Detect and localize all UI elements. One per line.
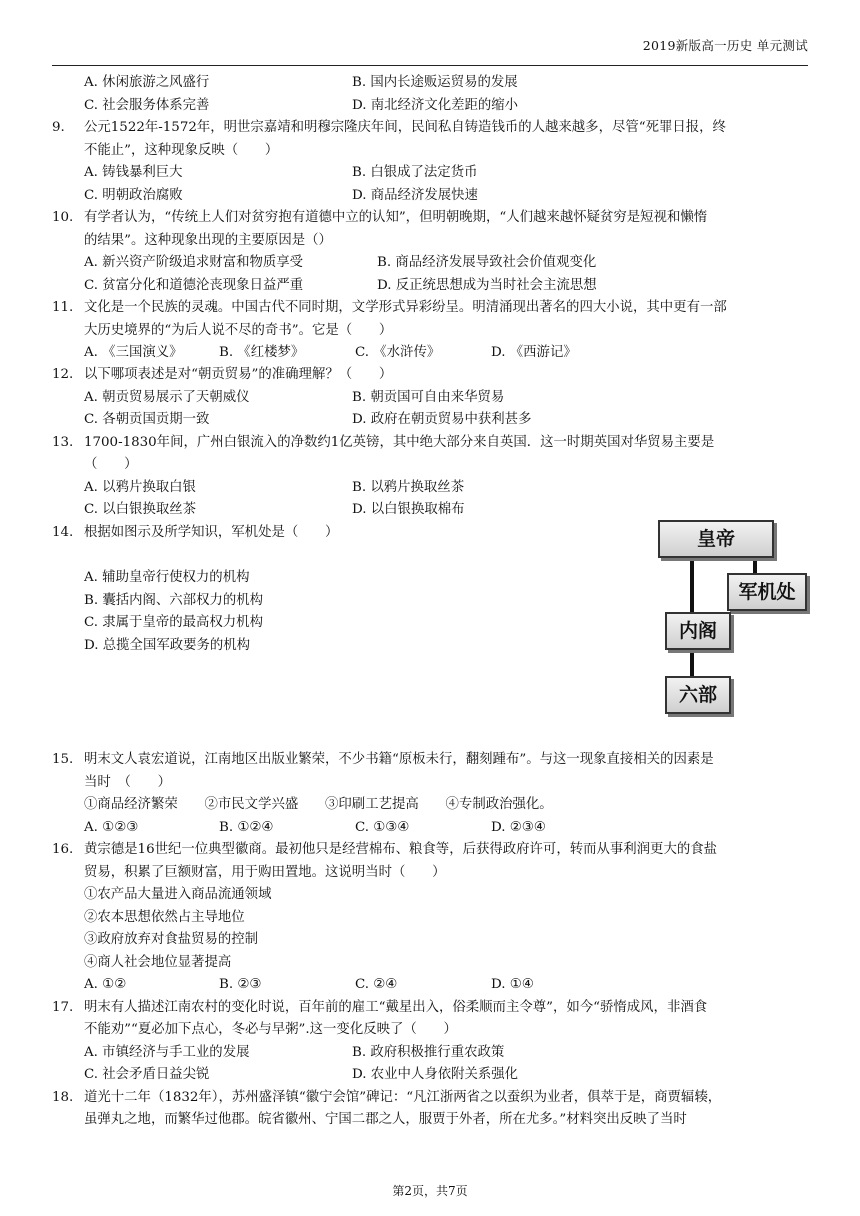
page-footer: 第2页，共7页: [392, 1184, 468, 1198]
question-text: 当时 （ ）: [84, 775, 172, 790]
option-c: C. 明朝政治腐败: [84, 188, 183, 203]
option-c: C. 社会矛盾日益尖锐: [84, 1067, 210, 1082]
question-number: 12.: [52, 367, 74, 382]
option-d: D. 总揽全国军政要务的机构: [84, 638, 251, 653]
question-text: 不能止”，这种现象反映（ ）: [84, 143, 279, 158]
option-d: D. 反正统思想成为当时社会主流思想: [377, 278, 597, 293]
option-b: B. 商品经济发展导致社会价值观变化: [377, 255, 597, 270]
question-text: 有学者认为，“传统上人们对贫穷抱有道德中立的认知”，但明朝晚期，“人们越来越怀疑贫穷是短视和懒惰: [84, 210, 708, 225]
option-b: B. ②③: [219, 977, 262, 992]
option-d: D. 政府在朝贡贸易中获利甚多: [352, 412, 532, 427]
option-b: B. 朝贡国可自由来华贸易: [352, 390, 505, 405]
page-header: 2019新版高一历史 单元测试: [642, 38, 808, 53]
option-b: B. 白银成了法定货币: [352, 165, 478, 180]
question-text: 黄宗德是16世纪一位典型徽商。最初他只是经营棉布、粮食等，后获得政府许可，转而从事利润更大的食盐: [84, 842, 718, 857]
option-c: C. 隶属于皇帝的最高权力机构: [84, 615, 263, 630]
option-a: A. 休闲旅游之风盛行: [84, 75, 210, 90]
question-text: 虽弹丸之地，而繁华过他郡。皖省徽州、宁国二郡之人，服贾于外者，所在尤多。”材料突出反映了当时: [84, 1112, 687, 1127]
option-a: A. 朝贡贸易展示了天朝威仪: [84, 390, 250, 405]
question-text: 根据如图示及所学知识，军机处是（ ）: [84, 525, 339, 540]
option-d: D. 农业中人身依附关系强化: [352, 1067, 519, 1082]
diagram-box-neige: 内阁: [665, 612, 731, 650]
option-c: C. ①③④: [355, 820, 410, 835]
option-d: D. 以白银换取棉布: [352, 502, 465, 517]
option-c: C. 《水浒传》: [355, 345, 441, 360]
question-text: 贸易，积累了巨额财富，用于购田置地。这说明当时（ ）: [84, 865, 446, 880]
option-a: A. ①②: [84, 977, 127, 992]
option-d: D. ①④: [491, 977, 534, 992]
question-number: 9.: [52, 120, 65, 135]
option-a: A. 《三国演义》: [84, 345, 183, 360]
question-number: 17.: [52, 1000, 74, 1015]
option-a: A. 铸钱暴利巨大: [84, 165, 183, 180]
option-c: C. 各朝贡国贡期一致: [84, 412, 210, 427]
option-a: A. 辅助皇帝行使权力的机构: [84, 570, 250, 585]
question-text: ②农本思想依然占主导地位: [84, 910, 245, 925]
option-d: D. 商品经济发展快速: [352, 188, 478, 203]
option-a: A. 以鸦片换取白银: [84, 480, 196, 495]
option-b: B. 《红楼梦》: [219, 345, 305, 360]
option-a: A. 新兴资产阶级追求财富和物质享受: [84, 255, 304, 270]
question-text: 公元1522年-1572年，明世宗嘉靖和明穆宗隆庆年间，民间私自铸造钱币的人越来越多，尽管“死罪日报，终: [84, 120, 726, 135]
question-text: 明末有人描述江南农村的变化时说，百年前的雇工“戴星出入，俗柔顺而主令尊”，如今“骄惰成风，非酒食: [84, 1000, 708, 1015]
question-number: 13.: [52, 435, 74, 450]
question-number: 14.: [52, 525, 74, 540]
question-number: 18.: [52, 1090, 74, 1105]
question-text: 大历史境界的“为后人说不尽的奇书”。它是（ ）: [84, 323, 393, 338]
diagram-box-liubu: 六部: [665, 676, 731, 714]
option-b: B. 政府积极推行重农政策: [352, 1045, 505, 1060]
option-c: C. 贫富分化和道德沦丧现象日益严重: [84, 278, 304, 293]
question-text: ①商品经济繁荣 ②市民文学兴盛 ③印刷工艺提高 ④专制政治强化。: [84, 797, 553, 812]
option-d: D. ②③④: [491, 820, 546, 835]
option-a: A. 市镇经济与手工业的发展: [84, 1045, 250, 1060]
question-text: 道光十二年（1832年），苏州盛泽镇“徽宁会馆”碑记：“凡江浙两省之以蚕织为业者，俱萃于是，商贾辐辏，: [84, 1090, 722, 1105]
question-text: 的结果”。这种现象出现的主要原因是（）: [84, 233, 332, 248]
question-number: 11.: [52, 300, 74, 315]
option-c: C. 社会服务体系完善: [84, 98, 210, 113]
option-a: A. ①②③: [84, 820, 139, 835]
question-number: 16.: [52, 842, 74, 857]
option-d: D. 南北经济文化差距的缩小: [352, 98, 519, 113]
diagram-box-junjichu: 军机处: [727, 573, 807, 611]
question-text: ①农产品大量进入商品流通领域: [84, 887, 272, 902]
organization-diagram: [655, 520, 815, 720]
option-c: C. 以白银换取丝茶: [84, 502, 197, 517]
question-text: 以下哪项表述是对“朝贡贸易”的准确理解？（ ）: [84, 367, 393, 382]
option-c: C. ②④: [355, 977, 398, 992]
question-number: 10.: [52, 210, 74, 225]
option-b: B. 国内长途贩运贸易的发展: [352, 75, 518, 90]
question-text: 1700-1830年间，广州白银流入的净数约1亿英镑，其中绝大部分来自英国．这一时期英国对华贸易主要是: [84, 435, 715, 450]
question-text: 明末文人袁宏道说，江南地区出版业繁荣，不少书籍“原板未行，翻刻踵布”。与这一现象直接相关的因素是: [84, 752, 714, 767]
question-text: 不能劝”“夏必加下点心，冬必与早粥”.这一变化反映了（ ）: [84, 1022, 457, 1037]
option-d: D. 《西游记》: [491, 345, 577, 360]
question-text: ③政府放弃对食盐贸易的控制: [84, 932, 259, 947]
question-text: 文化是一个民族的灵魂。中国古代不同时期，文学形式异彩纷呈。明清涌现出著名的四大小说，其中更有一部: [84, 300, 727, 315]
question-text: （ ）: [84, 457, 138, 472]
option-b: B. ①②④: [219, 820, 274, 835]
option-b: B. 囊括内阁、六部权力的机构: [84, 593, 264, 608]
header-rule: [52, 65, 808, 66]
question-text: ④商人社会地位显著提高: [84, 955, 232, 970]
question-number: 15.: [52, 752, 74, 767]
option-b: B. 以鸦片换取丝茶: [352, 480, 465, 495]
diagram-box-emperor: 皇帝: [658, 520, 774, 558]
